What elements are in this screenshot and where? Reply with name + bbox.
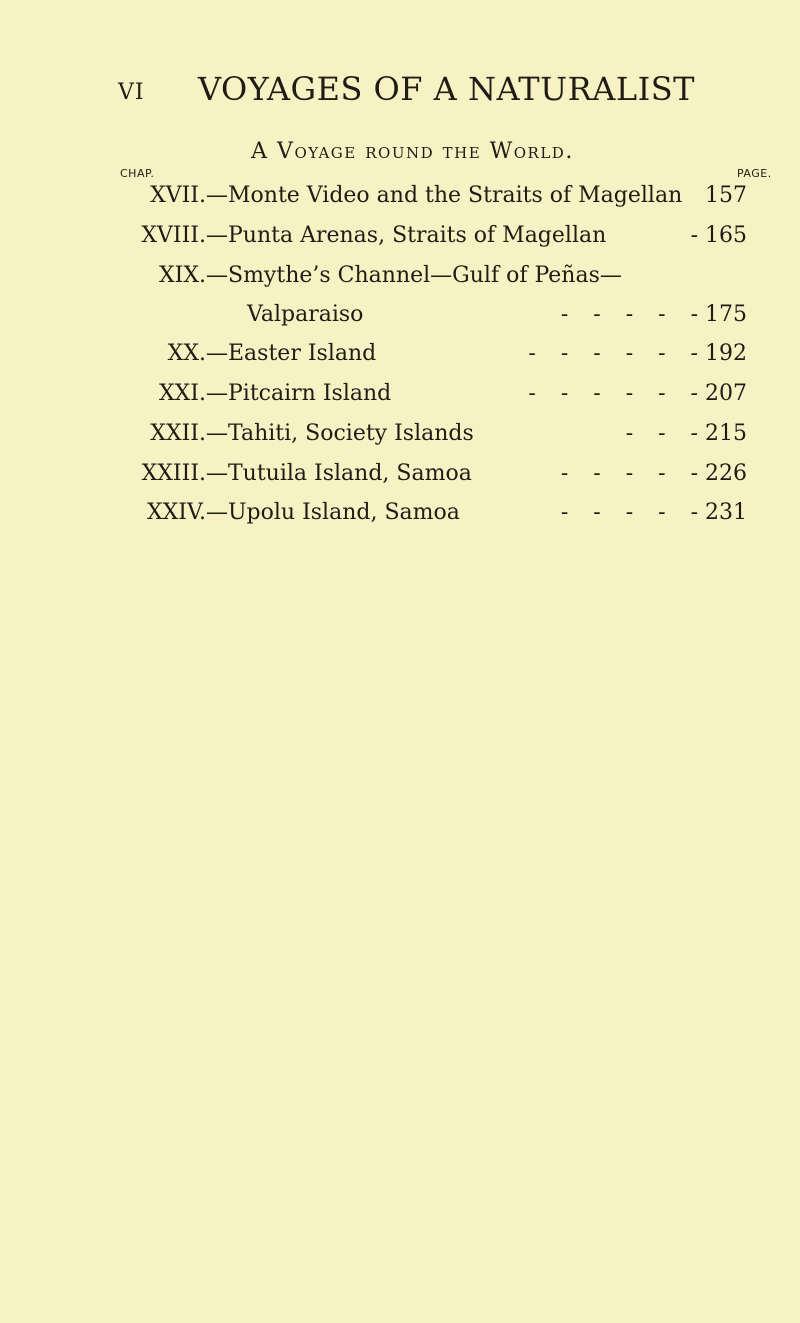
chapter-title: —Smythe’s Channel—Gulf of Peñas—: [206, 263, 622, 288]
page-number: 215: [705, 421, 747, 446]
leader-dashes: - - - - - -: [528, 381, 698, 406]
toc-entry: [0, 500, 800, 530]
chapter-title: —Tutuila Island, Samoa: [206, 461, 472, 486]
leader-dashes: - - - - -: [560, 500, 698, 525]
chapter-title: —Upolu Island, Samoa: [206, 500, 460, 525]
leader-dashes: - - - - -: [560, 461, 698, 486]
chapter-title-continuation: Valparaiso: [247, 302, 364, 327]
chapter-number: XXI.: [158, 381, 206, 406]
page-folio: VI: [118, 80, 145, 105]
chapter-title: —Tahiti, Society Islands: [206, 421, 474, 446]
leader-dashes: - - - - - -: [528, 341, 698, 366]
chapter-number: XIX.: [158, 263, 206, 288]
page-number: 192: [705, 341, 747, 366]
chapter-number: XX.: [167, 341, 206, 366]
page-number: 226: [705, 461, 747, 486]
leader-dashes: - - -: [625, 421, 698, 446]
toc-entry: [0, 341, 800, 371]
page-number: 231: [705, 500, 747, 525]
section-heading: A Voyage round the World.: [251, 139, 574, 164]
toc-entry: [0, 183, 800, 213]
chapter-title: —Punta Arenas, Straits of Magellan: [206, 223, 607, 248]
toc-entry: [0, 381, 800, 411]
chapter-title: —Easter Island: [206, 341, 377, 366]
leader-dashes: -: [690, 223, 698, 248]
chapter-number: XXIII.: [141, 461, 206, 486]
chapter-title: —Pitcairn Island: [206, 381, 392, 406]
page-number: 157: [705, 183, 747, 208]
toc-entry-continuation: [0, 302, 800, 332]
book-title: VOYAGES OF A NATURALIST: [198, 70, 695, 108]
page-number: 175: [705, 302, 747, 327]
toc-entry: [0, 421, 800, 451]
page-number: 207: [705, 381, 747, 406]
chapter-column-label: CHAP.: [120, 167, 155, 180]
chapter-number: XXII.: [150, 421, 206, 446]
running-head: [0, 70, 800, 110]
page-column-label: PAGE.: [737, 167, 772, 180]
toc-entry: [0, 263, 800, 293]
chapter-number: XXIV.: [146, 500, 206, 525]
toc-entry: [0, 461, 800, 491]
chapter-number: XVII.: [150, 183, 206, 208]
chapter-title: —Monte Video and the Straits of Magellan: [206, 183, 683, 208]
toc-entry: [0, 223, 800, 253]
page-number: 165: [705, 223, 747, 248]
chapter-number: XVIII.: [141, 223, 206, 248]
leader-dashes: - - - - -: [560, 302, 698, 327]
